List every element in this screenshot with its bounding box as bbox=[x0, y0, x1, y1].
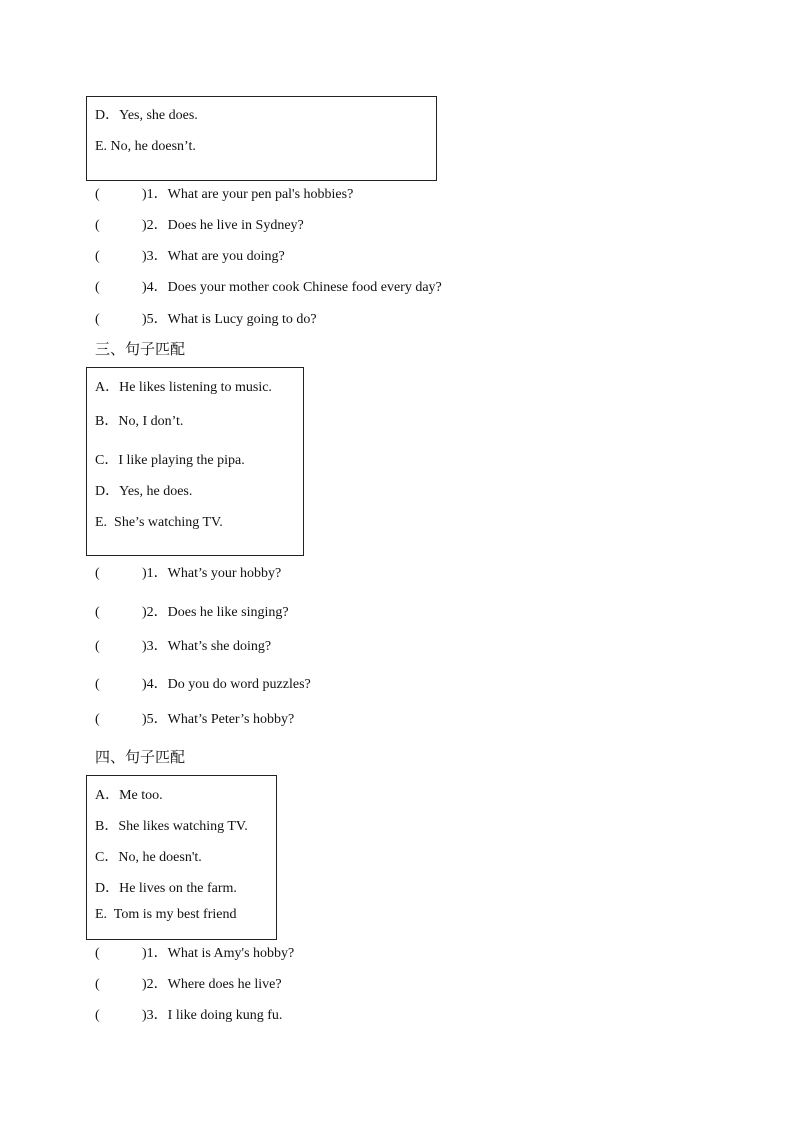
option-d: D．Yes, he does. bbox=[95, 484, 193, 499]
question-row bbox=[95, 562, 281, 582]
option-a: A．Me too. bbox=[95, 788, 163, 803]
question-text: )3．I like doing kung fu. bbox=[142, 1008, 283, 1023]
answer-blank[interactable]: ( bbox=[95, 566, 100, 581]
question-text: )1．What’s your hobby? bbox=[142, 566, 282, 581]
question-row bbox=[95, 183, 353, 203]
answer-blank[interactable]: ( bbox=[95, 1008, 100, 1023]
question-text: )1．What is Amy's hobby? bbox=[142, 946, 295, 961]
answer-blank[interactable]: ( bbox=[95, 605, 100, 620]
option-b: B．She likes watching TV. bbox=[95, 819, 248, 834]
answer-blank[interactable]: ( bbox=[95, 639, 100, 654]
question-row bbox=[95, 673, 311, 693]
question-text: )2．Does he live in Sydney? bbox=[142, 218, 304, 233]
answer-blank[interactable]: ( bbox=[95, 946, 100, 961]
question-text: )4．Do you do word puzzles? bbox=[142, 677, 311, 692]
question-row bbox=[95, 973, 282, 993]
section-heading-3: 三、句子匹配 bbox=[95, 342, 186, 358]
answer-blank[interactable]: ( bbox=[95, 677, 100, 692]
question-row bbox=[95, 708, 294, 728]
question-row bbox=[95, 276, 442, 296]
question-text: )3．What’s she doing? bbox=[142, 639, 272, 654]
question-text: )4．Does your mother cook Chinese food every day? bbox=[142, 280, 442, 295]
answer-blank[interactable]: ( bbox=[95, 280, 100, 295]
option-e: E. She’s watching TV. bbox=[95, 515, 223, 530]
question-row bbox=[95, 635, 271, 655]
option-b: B．No, I don’t. bbox=[95, 414, 184, 429]
question-row bbox=[95, 214, 304, 234]
question-row bbox=[95, 308, 317, 328]
option-a: A．He likes listening to music. bbox=[95, 380, 272, 395]
question-text: )5．What’s Peter’s hobby? bbox=[142, 712, 295, 727]
question-text: )2．Where does he live? bbox=[142, 977, 282, 992]
option-e: E. No, he doesn’t. bbox=[95, 139, 196, 154]
answer-blank[interactable]: ( bbox=[95, 249, 100, 264]
option-d: D．He lives on the farm. bbox=[95, 881, 237, 896]
question-row bbox=[95, 1004, 282, 1024]
question-text: )3．What are you doing? bbox=[142, 249, 285, 264]
answer-blank[interactable]: ( bbox=[95, 977, 100, 992]
question-row bbox=[95, 942, 294, 962]
question-row bbox=[95, 245, 285, 265]
option-d: D．Yes, she does. bbox=[95, 108, 198, 123]
question-text: )1．What are your pen pal's hobbies? bbox=[142, 187, 354, 202]
option-e: E. Tom is my best friend bbox=[95, 907, 237, 922]
answer-blank[interactable]: ( bbox=[95, 187, 100, 202]
option-c: C．No, he doesn't. bbox=[95, 850, 202, 865]
answer-blank[interactable]: ( bbox=[95, 218, 100, 233]
question-row bbox=[95, 601, 289, 621]
section-heading-4: 四、句子匹配 bbox=[95, 750, 186, 766]
answer-blank[interactable]: ( bbox=[95, 712, 100, 727]
answer-blank[interactable]: ( bbox=[95, 312, 100, 327]
question-text: )5．What is Lucy going to do? bbox=[142, 312, 317, 327]
question-text: )2．Does he like singing? bbox=[142, 605, 289, 620]
option-c: C．I like playing the pipa. bbox=[95, 453, 245, 468]
